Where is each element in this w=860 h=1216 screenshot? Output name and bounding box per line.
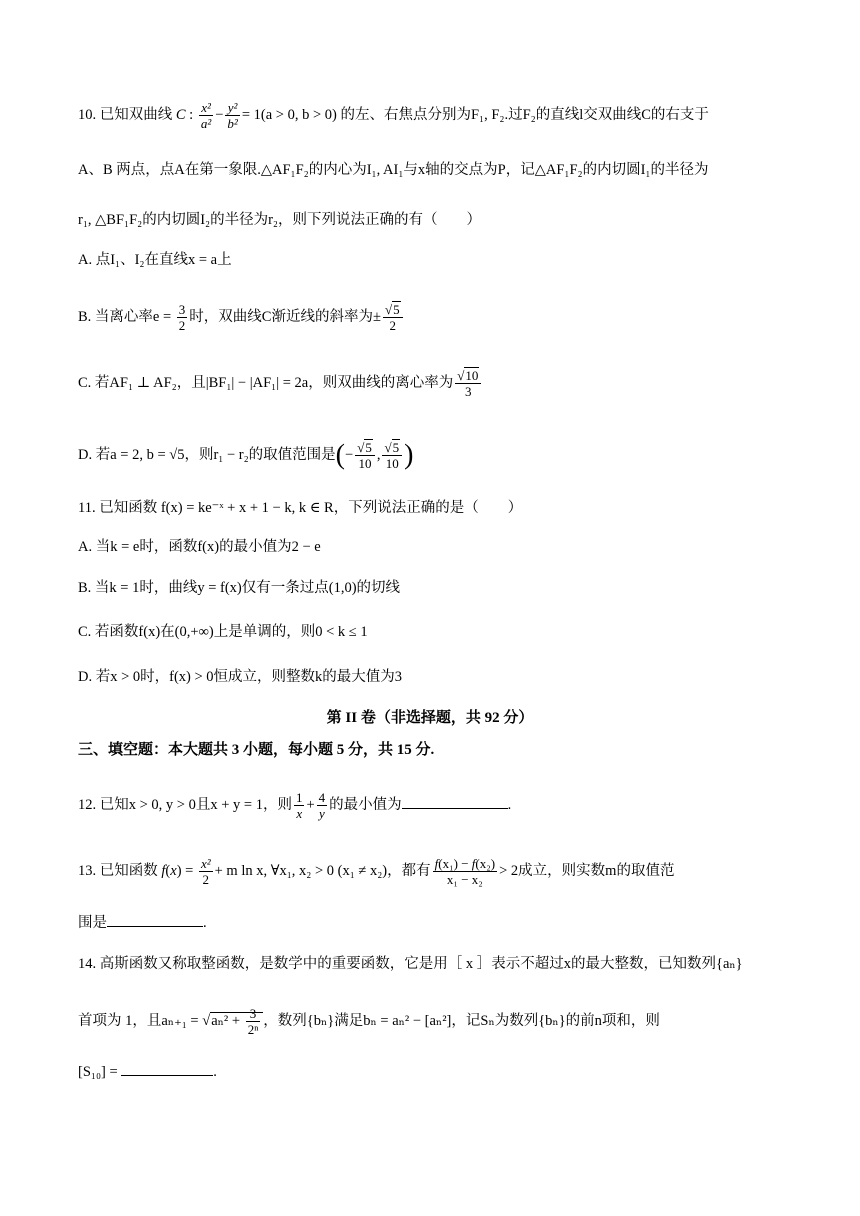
fraction-sqrt5-2: $\frac{√5}{2}$ xyxy=(383,302,403,333)
q10-option-c: C. 若AF₁ ⊥ AF₂，且|BF₁| − |AF₁| = 2a，则双曲线的离心率为 $\frac{√10}{3}$ xyxy=(78,368,790,399)
q11-option-b: B. 当k = 1时，曲线y = f(x)仅有一条过点(1,0)的切线 xyxy=(78,580,401,596)
q10-stem-line3: r₁, △BF₁F₂的内切圆I₂的半径为r₂，则下列说法正确的有（ ） xyxy=(78,212,481,228)
fraction-y2-b2: $\frac{\text{y²}}{\text{b²}}$ xyxy=(227,100,238,131)
q10-option-b: B. 当离心率e = $\frac{3}{2}$ 时，双曲线C渐近线的斜率为± $\frac{√5}{2}$ xyxy=(78,302,790,333)
fraction-3-2: $\frac{3}{2}$ xyxy=(178,302,186,333)
q10-option-d: D. 若a = 2, b = √5，则r₁ − r₂的取值范围是(− $\frac{√5}{10}$ , $\frac{√5}{10}$ ) xyxy=(78,439,414,471)
q10-option-a: A. 点I₁、I₂在直线x = a上 xyxy=(78,252,232,268)
q13-answer-blank[interactable] xyxy=(107,926,203,927)
q10-stem-line1: 10. 已知双曲线 C : $\frac{\text{x²}}{\text{a²}}$ − $\frac{\text{y²}}{\text{b²}}$ = 1(a > 0, b > 0) 的左、右焦点分别为F₁, F₂.过F₂的直线l交双曲线C的右支于 xyxy=(78,100,709,131)
q14-line2: 首项为 1，且aₙ₊₁ = √aₙ² + $\frac{3}{\text{2ⁿ}}$ ，数列{bₙ}满足bₙ = aₙ² − [aₙ²]，记Sₙ为数列{bₙ}的前n项和，则 xyxy=(78,1006,660,1037)
part2-heading: 第 II 卷（非选择题，共 92 分） xyxy=(326,710,534,726)
q11-option-c: C. 若函数f(x)在(0,+∞)上是单调的，则0 < k ≤ 1 xyxy=(78,624,368,640)
q11-option-a: A. 当k = e时，函数f(x)的最小值为2 − e xyxy=(78,539,321,555)
q14-answer-blank[interactable] xyxy=(121,1075,213,1076)
q10-stem-line2: A、B 两点，点A在第一象限.△AF₁F₂的内心为I₁, AI₁与x轴的交点为P，记△AF₁F₂的内切圆I₁的半径为 xyxy=(78,162,709,178)
q12-line: 12. 已知x > 0, y > 0且x + y = 1，则 $\frac{1}{x}$ + $\frac{4}{y}$ 的最小值为 . xyxy=(78,790,512,821)
q11-option-d: D. 若x > 0时，f(x) > 0恒成立，则整数k的最大值为3 xyxy=(78,669,403,685)
q12-answer-blank[interactable] xyxy=(402,808,508,809)
q14-line1: 14. 高斯函数又称取整函数，是数学中的重要函数，它是用［ x ］表示不超过x的最大整数，已知数列{aₙ} xyxy=(78,956,743,972)
q13-line1: 13. 已知函数 f(x) = $\frac{\text{x²}}{2}$ + m ln x, ∀x₁, x₂ > 0 (x₁ ≠ x₂)，都有 $\frac{\text{f(x₁) − f(x₂)}}{\text{x₁ − x₂}}$ > 2成立，则实数m的取值范 xyxy=(78,856,675,887)
section3-heading: 三、填空题：本大题共 3 小题，每小题 5 分，共 15 分. xyxy=(78,742,435,758)
q11-stem: 11. 已知函数 f(x) = ke⁻ˣ + x + 1 − k, k ∈ R，下列说法正确的是（ ） xyxy=(78,500,523,516)
fraction-x2-a2: $\frac{\text{x²}}{\text{a²}}$ xyxy=(200,100,212,131)
q13-line2: 围是 . xyxy=(78,915,207,931)
q14-line3: [S₁₀] = . xyxy=(78,1064,217,1080)
fraction-sqrt10-3: $\frac{√10}{3}$ xyxy=(455,368,481,399)
